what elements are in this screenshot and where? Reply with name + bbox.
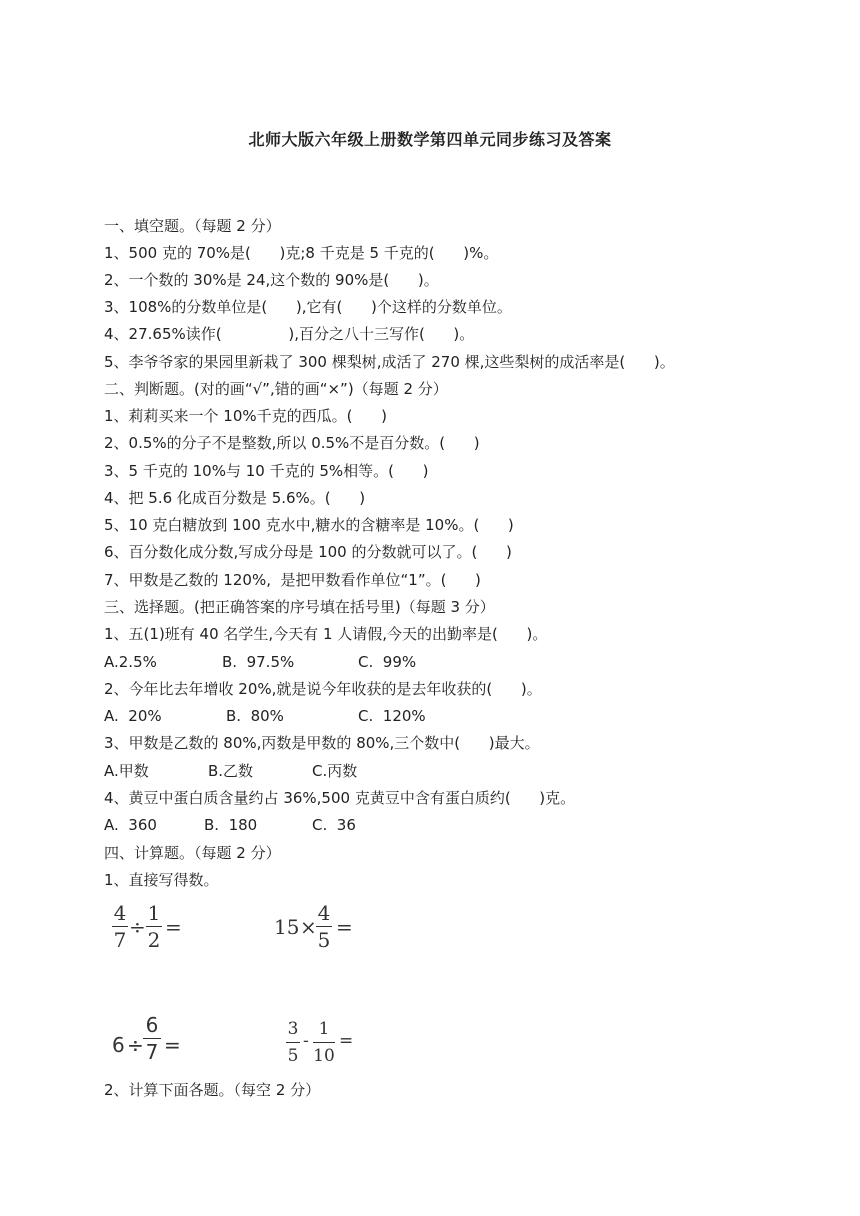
equals-sign: = [339, 1031, 354, 1051]
option-c: C.丙数 [312, 762, 358, 780]
section-1-heading: 一、填空题。（每题 2 分） [104, 217, 281, 235]
option-a: A.甲数 [104, 762, 149, 780]
question-2-6: 6、百分数化成分数,写成分母是 100 的分数就可以了。( ) [104, 543, 512, 561]
divide-sign: ÷ [127, 1033, 144, 1057]
fraction: 4 7 [113, 901, 127, 952]
option-a: A. 360 [104, 816, 157, 834]
question-2-4: 4、把 5.6 化成百分数是 5.6%。( ) [104, 489, 366, 507]
question-4-1: 1、直接写得数。 [104, 871, 219, 889]
multiply-sign: × [300, 915, 317, 939]
question-3-2: 2、今年比去年增收 20%,就是说今年收获的是去年收获的( )。 [104, 680, 542, 698]
question-2-7: 7、甲数是乙数的 120%, 是把甲数看作单位“1”。( ) [104, 571, 481, 589]
question-1-4: 4、27.65%读作( ),百分之八十三写作( )。 [104, 325, 475, 343]
option-b: B. 80% [226, 707, 284, 725]
fraction: 6 7 [143, 1014, 161, 1063]
question-3-1: 1、五(1)班有 40 名学生,今天有 1 人请假,今天的出勤率是( )。 [104, 625, 548, 643]
equals-sign: = [164, 1033, 181, 1057]
fraction: 1 2 [147, 901, 161, 952]
section-2-heading: 二、判断题。(对的画“√”,错的画“×”)（每题 2 分） [104, 380, 448, 398]
expression-2 [274, 902, 384, 958]
option-b: B.乙数 [208, 762, 254, 780]
question-1-1: 1、500 克的 70%是( )克;8 千克是 5 千克的( )%。 [104, 244, 499, 262]
question-3-4: 4、黄豆中蛋白质含量约占 36%,500 克黄豆中含有蛋白质约( )克。 [104, 789, 576, 807]
equals-sign: = [336, 915, 353, 939]
question-1-2: 2、一个数的 30%是 24,这个数的 90%是( )。 [104, 271, 439, 289]
whole-number: 15 [274, 915, 300, 939]
question-3-3: 3、甲数是乙数的 80%,丙数是甲数的 80%,三个数中( )最大。 [104, 734, 540, 752]
section-4-heading: 四、计算题。（每题 2 分） [104, 844, 281, 862]
question-2-1: 1、莉莉买来一个 10%千克的西瓜。( ) [104, 407, 387, 425]
whole-number: 6 [112, 1033, 125, 1057]
option-a: A. 20% [104, 707, 162, 725]
equals-sign: = [165, 915, 182, 939]
question-2-5: 5、10 克白糖放到 100 克水中,糖水的含糖率是 10%。( ) [104, 516, 514, 534]
fraction: 1 10 [313, 1019, 335, 1066]
option-b: B. 97.5% [222, 653, 295, 671]
question-4-2: 2、计算下面各题。（每空 2 分） [104, 1081, 321, 1099]
option-a: A.2.5% [104, 653, 157, 671]
section-3-heading: 三、选择题。(把正确答案的序号填在括号里)（每题 3 分） [104, 598, 495, 616]
expression-4 [286, 1018, 376, 1074]
page-title: 北师大版六年级上册数学第四单元同步练习及答案 [248, 130, 612, 149]
option-c: C. 120% [358, 707, 426, 725]
question-2-3: 3、5 千克的 10%与 10 千克的 5%相等。( ) [104, 462, 429, 480]
option-c: C. 99% [358, 653, 417, 671]
fraction: 3 5 [287, 1019, 299, 1066]
option-c: C. 36 [312, 816, 356, 834]
question-2-2: 2、0.5%的分子不是整数,所以 0.5%不是百分数。( ) [104, 434, 480, 452]
option-b: B. 180 [204, 816, 258, 834]
expression-3 [112, 1014, 202, 1070]
fraction: 4 5 [317, 901, 331, 952]
question-1-3: 3、108%的分数单位是( ),它有( )个这样的分数单位。 [104, 298, 512, 316]
minus-sign: - [303, 1031, 309, 1051]
expression-1 [112, 902, 202, 958]
question-1-5: 5、李爷爷家的果园里新栽了 300 棵梨树,成活了 270 棵,这些梨树的成活率是( )。 [104, 353, 675, 371]
divide-sign: ÷ [129, 915, 146, 939]
